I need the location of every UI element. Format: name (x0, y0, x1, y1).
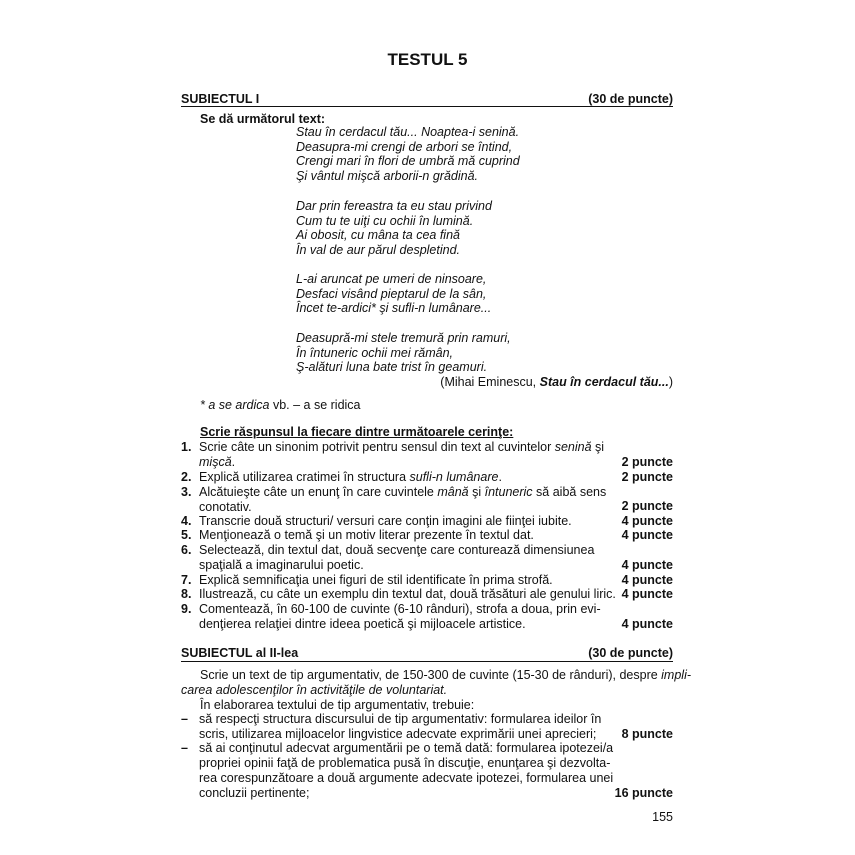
poem-line: În întuneric ochii mei rămân, (296, 345, 454, 360)
poem-stanza-4 (296, 331, 511, 375)
item-text: Menţionează o temă şi un motiv literar prezente în textul dat. (199, 528, 534, 542)
section2-points: (30 de puncte) (588, 646, 673, 660)
item-points: 2 puncte (621, 470, 673, 484)
requirement-text: propriei opinii faţă de problematica pusă în discuţie, enunţarea şi dezvolta- (199, 756, 611, 770)
item-points: 2 puncte (621, 455, 673, 469)
attribution-author: (Mihai Eminescu, (440, 375, 540, 389)
prompt-instructions: În elaborarea textului de tip argumentativ, trebuie: (200, 698, 475, 712)
poem-stanza-3 (296, 272, 491, 316)
task-item (181, 587, 616, 602)
attribution-close: ) (668, 375, 673, 389)
poem-stanza-2 (296, 199, 492, 257)
task-intro-text: Scrie răspunsul la fiecare dintre următoarele cerinţe: (200, 425, 514, 439)
intro-text: Se dă următorul text: (200, 112, 326, 126)
item-points: 4 puncte (621, 573, 673, 587)
task-intro (200, 425, 513, 440)
item-points: 2 puncte (621, 499, 673, 513)
section2-header (181, 646, 673, 660)
item-number: 2. (181, 470, 192, 484)
requirement-text: concluzii pertinente; (199, 786, 310, 800)
footnote (200, 398, 361, 413)
requirement-points: 16 puncte (614, 786, 673, 800)
poem-line: Deasupra-mi crengi de arbori se întind, (296, 139, 513, 154)
poem-line: Şi vântul mişcă arborii-n grădină. (296, 168, 479, 183)
section2-heading: SUBIECTUL al II-lea (181, 646, 299, 660)
item-text: denţierea relaţiei dintre ideea poetică şi mijloacele artistice. (199, 617, 526, 631)
item-points: 4 puncte (621, 514, 673, 528)
section1-heading: SUBIECTUL I (181, 92, 260, 106)
requirement-item (181, 712, 601, 742)
poem-line: În val de aur părul despletind. (296, 242, 460, 257)
item-points: 4 puncte (621, 558, 673, 572)
footnote-term: * a se ardica (200, 398, 270, 412)
dash: – (181, 712, 188, 726)
task-item (181, 573, 553, 588)
prompt-topic: impli- (661, 668, 692, 682)
poem-line: L-ai aruncat pe umeri de ninsoare, (296, 272, 487, 286)
item-text: Comentează, în 60-100 de cuvinte (6-10 rânduri), strofa a doua, prin evi- (199, 602, 601, 616)
task-item (181, 602, 601, 632)
prompt-text: Scrie un text de tip argumentativ, de 150-300 de cuvinte (15-30 de rânduri), despre (200, 668, 662, 682)
page-number: 155 (652, 810, 673, 824)
task-item (181, 543, 594, 573)
poem-line: Ş-alături luna bate trist în geamuri. (296, 360, 488, 375)
section1-points: (30 de puncte) (588, 92, 673, 106)
item-number: 5. (181, 528, 192, 542)
poem-attribution (440, 375, 673, 390)
item-number: 4. (181, 514, 192, 528)
item-points: 4 puncte (621, 528, 673, 542)
requirement-item (181, 741, 613, 801)
item-number: 1. (181, 440, 192, 454)
section1-rule (181, 106, 673, 107)
poem-stanza-1 (296, 125, 520, 183)
item-text: Transcrie două structuri/ versuri care conţin imagini ale fiinţei iubite. (199, 514, 572, 528)
item-points: 4 puncte (621, 617, 673, 631)
section2-prompt (181, 668, 692, 713)
footnote-definition: vb. – a se ridica (269, 398, 361, 412)
requirement-points: 8 puncte (621, 727, 673, 741)
dash: – (181, 741, 188, 755)
task-item: 1. Scrie câte un sinonim potrivit pentru sensul din text al cuvintelor senină şi mişcă. (181, 440, 605, 469)
item-text: Selectează, din textul dat, două secvenţe care conturează dimensiunea (199, 543, 595, 557)
poem-line: Deasupră-mi stele tremură prin ramuri, (296, 331, 511, 345)
poem-line: Crengi mari în flori de umbră mă cuprind (296, 154, 520, 169)
poem-line: Stau în cerdacul tău... Noaptea-i senină. (296, 125, 520, 139)
item-number: 9. (181, 602, 192, 616)
poem-line: Desfaci visând pieptarul de la sân, (296, 286, 487, 301)
poem-line: Ai obosit, cu mâna ta cea fină (296, 228, 460, 243)
item-number: 8. (181, 587, 192, 601)
prompt-topic: carea adolescenţilor în activităţile de voluntariat. (181, 683, 448, 697)
item-number: 3. (181, 485, 192, 499)
poem-line: Încet te-ardici* şi sufli-n lumânare... (296, 301, 492, 316)
item-text: spaţială a imaginarului poetic. (199, 558, 364, 572)
section1-header (181, 92, 673, 106)
poem-line: Dar prin fereastra ta eu stau privind (296, 199, 492, 213)
attribution-title: Stau în cerdacul tău... (539, 375, 669, 389)
task-item: 2. Explică utilizarea cratimei în structura sufli-n lumânare. (181, 470, 502, 484)
requirement-text: scris, utilizarea mijloacelor lingvistice adecvate exprimării unei aprecieri; (199, 727, 597, 741)
item-number: 6. (181, 543, 192, 557)
requirement-text: să respecţi structura discursului de tip argumentativ: formularea ideilor în (199, 712, 602, 726)
requirement-text: rea corespunzătoare a două argumente adecvate ipotezei, formularea unei (199, 771, 614, 785)
item-text: Ilustrează, cu câte un exemplu din textul dat, două trăsături ale genului liric. (199, 587, 616, 601)
item-text: Explică semnificaţia unei figuri de stil identificate în prima strofă. (199, 573, 553, 587)
page-title: TESTUL 5 (387, 50, 468, 69)
requirement-text: să ai conţinutul adecvat argumentării pe o temă dată: formularea ipotezei/a (199, 741, 614, 755)
item-number: 7. (181, 573, 192, 587)
task-item (181, 514, 572, 529)
task-item: 3. Alcătuieşte câte un enunţ în care cuvintele mână şi întuneric să aibă sens conotativ. (181, 485, 607, 514)
poem-line: Cum tu te uiţi cu ochii în lumină. (296, 213, 474, 228)
task-item (181, 528, 534, 543)
section2-rule (181, 661, 673, 662)
item-points: 4 puncte (621, 587, 673, 601)
